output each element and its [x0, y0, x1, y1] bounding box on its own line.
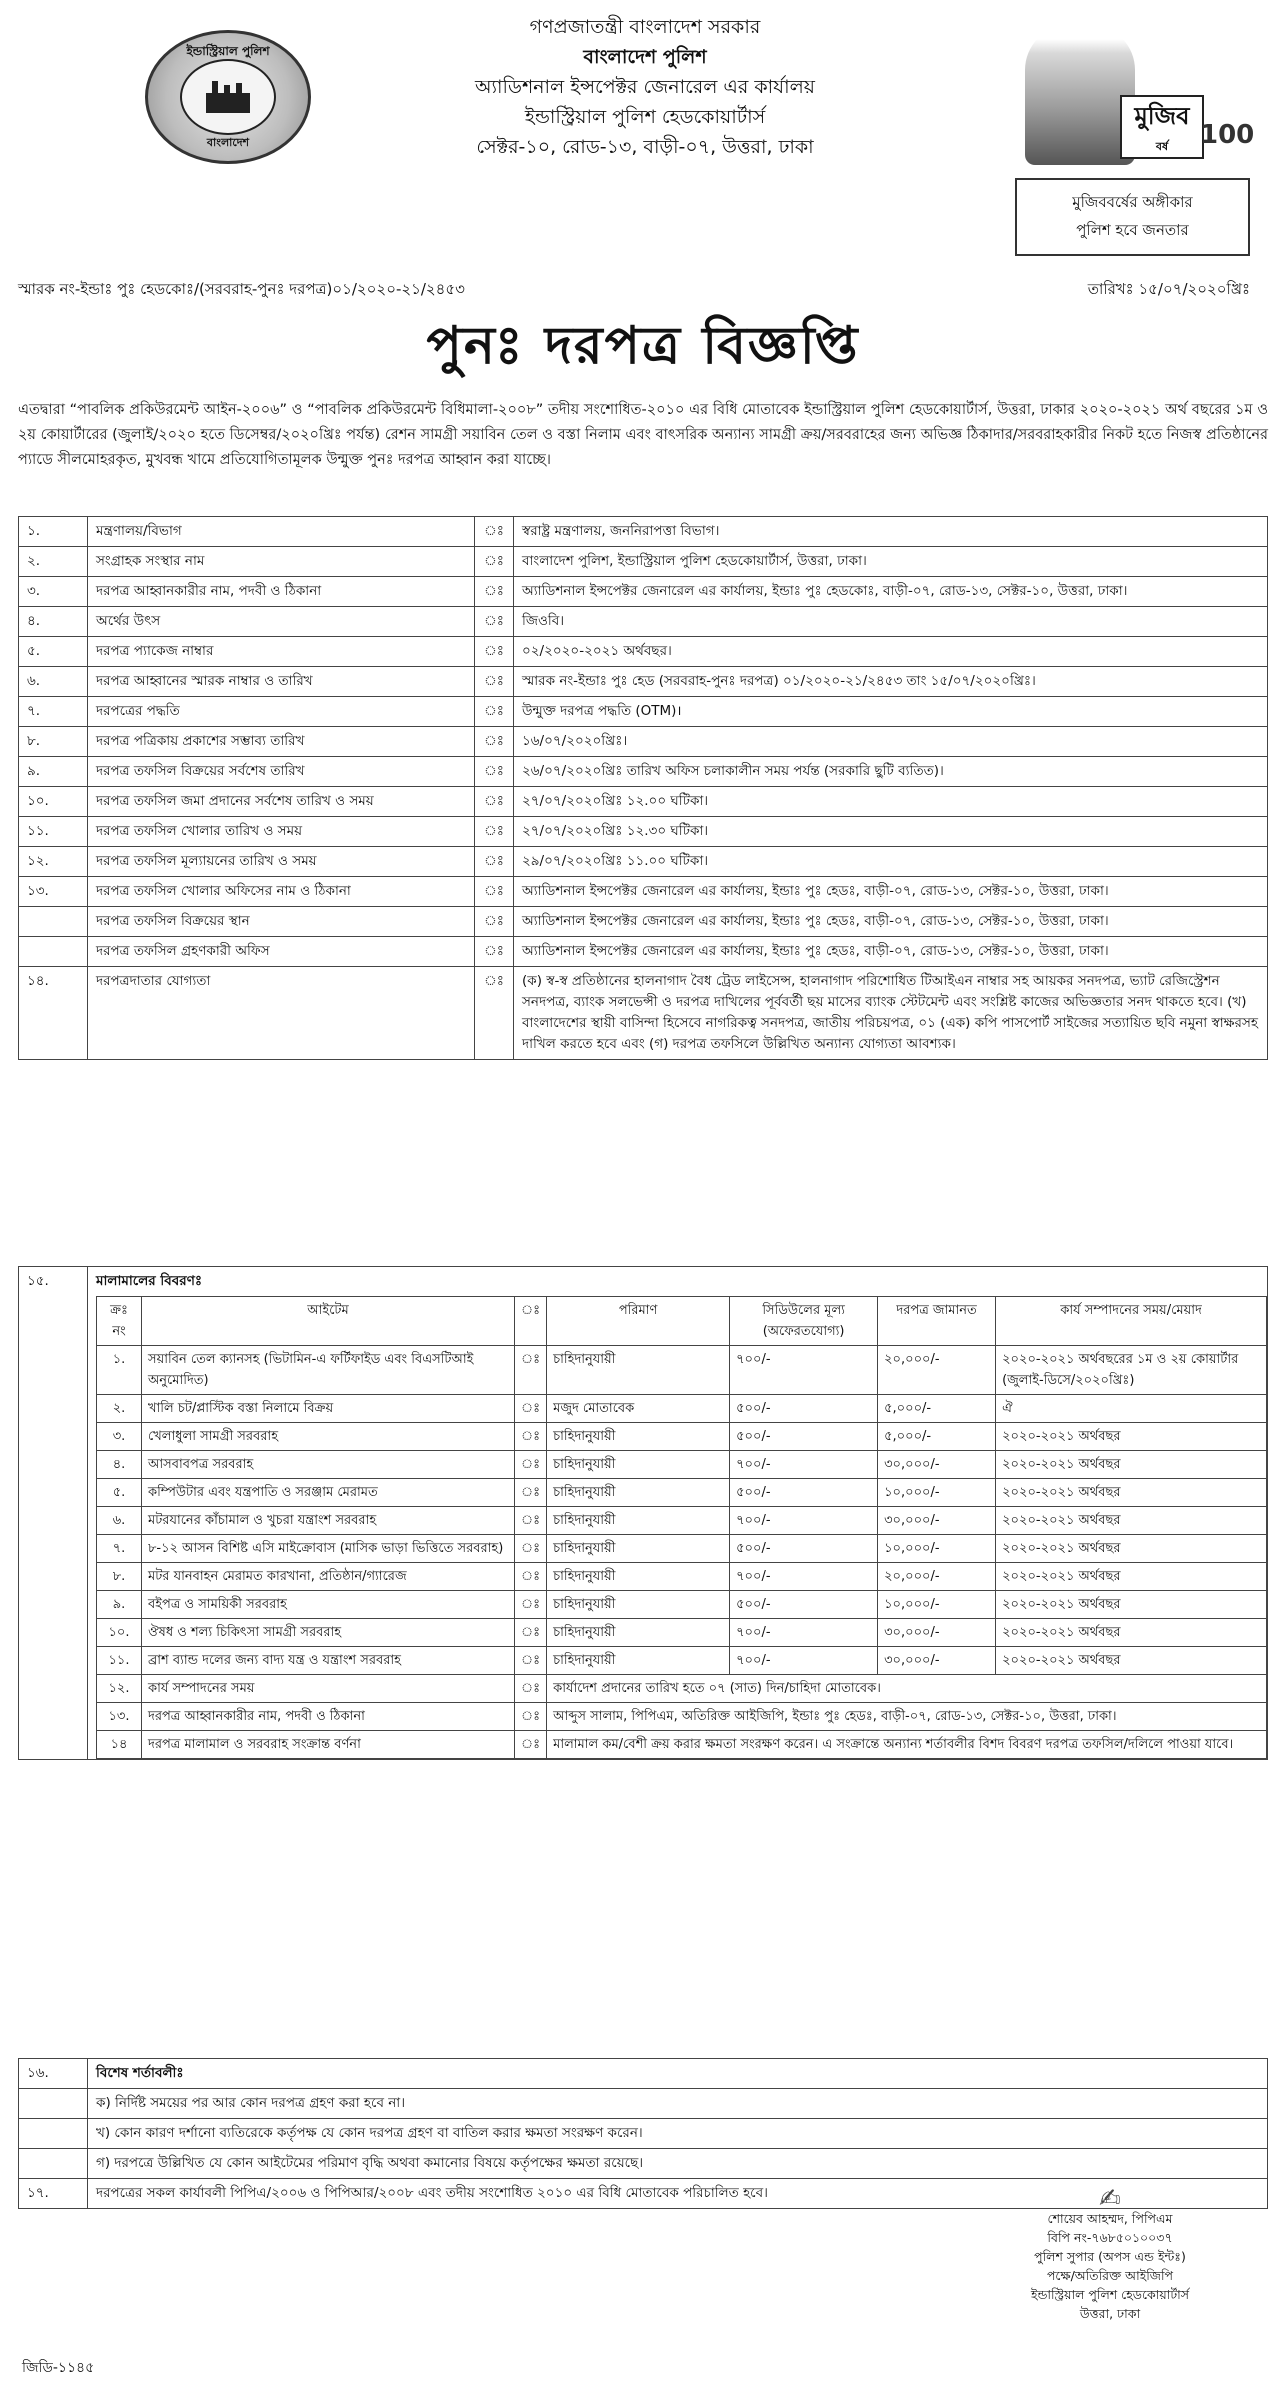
item-price: ৫০০/- — [730, 1423, 878, 1451]
header-titles — [330, 12, 960, 162]
info-colon: ঃ — [475, 547, 514, 577]
extra-sl: ১৩. — [97, 1703, 142, 1731]
info-row — [19, 517, 1268, 547]
office-title: অ্যাডিশনাল ইন্সপেক্টর জেনারেল এর কার্যালয় — [475, 76, 815, 98]
info-label: দরপত্র তফসিল বিক্রয়ের স্থান — [88, 907, 475, 937]
item-security: ৩০,০০০/- — [878, 1619, 996, 1647]
info-colon: ঃ — [475, 517, 514, 547]
item-name: ঔষধ ও শল্য চিকিৎসা সামগ্রী সরবরাহ — [142, 1619, 515, 1647]
item-sl: ৯. — [97, 1591, 142, 1619]
col-item: আইটেম — [142, 1297, 515, 1346]
slogan-box — [1015, 178, 1250, 256]
extra-colon: ঃ — [515, 1703, 547, 1731]
mujib-logo-sub: বর্ষ — [1155, 139, 1169, 153]
info-colon: ঃ — [475, 787, 514, 817]
info-label: দরপত্র তফসিল খোলার অফিসের নাম ও ঠিকানা — [88, 877, 475, 907]
info-value: ২৭/০৭/২০২০খ্রিঃ ১২.০০ ঘটিকা। — [514, 787, 1268, 817]
info-value: বাংলাদেশ পুলিশ, ইন্ডাস্ট্রিয়াল পুলিশ হেডকোয়ার্টার্স, উত্তরা, ঢাকা। — [514, 547, 1268, 577]
info-row — [19, 547, 1268, 577]
item-colon: ঃ — [515, 1423, 547, 1451]
section-17-text: দরপত্রের সকল কার্যাবলী পিপিএ/২০০৬ ও পিপিআর/২০০৮ এবং তদীয় সংশোধিত ২০১০ এর বিধি মোতাবেক পরিচালিত হবে। — [88, 2179, 1268, 2209]
signer-org: ইন্ডাস্ট্রিয়াল পুলিশ হেডকোয়ার্টার্স — [1030, 2287, 1190, 2302]
info-colon: ঃ — [475, 667, 514, 697]
info-label: দরপত্র আহ্বানের স্মারক নাম্বার ও তারিখ — [88, 667, 475, 697]
info-number: ৬. — [19, 667, 88, 697]
item-name: ৮-১২ আসন বিশিষ্ট এসি মাইক্রোবাস (মাসিক ভাড়া ভিত্তিতে সরবরাহ) — [142, 1535, 515, 1563]
goods-row — [97, 1423, 1267, 1451]
condition-b: খ) কোন কারণ দর্শানো ব্যতিরেকে কর্তৃপক্ষ যে কোন দরপত্র গ্রহণ বা বাতিল করার ক্ষমতা সংরক্ষণ করেন। — [88, 2119, 1268, 2149]
item-period: ২০২০-২০২১ অর্থবছর — [996, 1535, 1267, 1563]
info-number: ৭. — [19, 697, 88, 727]
item-colon: ঃ — [515, 1563, 547, 1591]
info-colon: ঃ — [475, 697, 514, 727]
info-number: ৮. — [19, 727, 88, 757]
item-security: ১০,০০০/- — [878, 1591, 996, 1619]
goods-row — [97, 1563, 1267, 1591]
item-price: ৭০০/- — [730, 1346, 878, 1395]
item-sl: ৭. — [97, 1535, 142, 1563]
item-price: ৭০০/- — [730, 1507, 878, 1535]
info-value: ২৭/০৭/২০২০খ্রিঃ ১২.৩০ ঘটিকা। — [514, 817, 1268, 847]
item-qty: চাহিদানুযায়ী — [547, 1479, 730, 1507]
info-label: দরপত্র তফসিল জমা প্রদানের সর্বশেষ তারিখ ও সময় — [88, 787, 475, 817]
info-row — [19, 667, 1268, 697]
info-value: অ্যাডিশনাল ইন্সপেক্টর জেনারেল এর কার্যালয়, ইন্ডাঃ পুঃ হেডঃ, বাড়ী-০৭, রোড-১৩, সেক্টর-১০, উত্তরা, ঢাকা। — [514, 907, 1268, 937]
info-value: অ্যাডিশনাল ইন্সপেক্টর জেনারেল এর কার্যালয়, ইন্ডাঃ পুঃ হেডঃ, বাড়ী-০৭, রোড-১৩, সেক্টর-১০, উত্তরা, ঢাকা। — [514, 937, 1268, 967]
info-row — [19, 727, 1268, 757]
extra-sl: ১২. — [97, 1675, 142, 1703]
section-15-number: ১৫. — [19, 1267, 88, 1760]
item-price: ৫০০/- — [730, 1395, 878, 1423]
item-sl: ৩. — [97, 1423, 142, 1451]
info-row — [19, 967, 1268, 1060]
item-security: ৫,০০০/- — [878, 1423, 996, 1451]
item-name: সয়াবিন তেল ক্যানসহ (ভিটামিন-এ ফর্টিফাইড এবং বিএসটিআই অনুমোদিত) — [142, 1346, 515, 1395]
info-number: ১. — [19, 517, 88, 547]
info-number: ১২. — [19, 847, 88, 877]
item-colon: ঃ — [515, 1647, 547, 1675]
info-value: অ্যাডিশনাল ইন্সপেক্টর জেনারেল এর কার্যালয়, ইন্ডাঃ পুঃ হেডকোঃ, বাড়ী-০৭, রোড-১৩, সেক্টর-১০, উত্তরা, ঢাকা। — [514, 577, 1268, 607]
info-number: ১০. — [19, 787, 88, 817]
section-15-title: মালামালের বিবরণঃ — [88, 1267, 1268, 1297]
item-period: ঐ — [996, 1395, 1267, 1423]
item-price: ৭০০/- — [730, 1647, 878, 1675]
item-qty: মজুদ মোতাবেক — [547, 1395, 730, 1423]
info-row — [19, 937, 1268, 967]
item-period: ২০২০-২০২১ অর্থবছর — [996, 1507, 1267, 1535]
goods-extra-row — [97, 1703, 1267, 1731]
extra-value: আব্দুস সালাম, পিপিএম, অতিরিক্ত আইজিপি, ইন্ডাঃ পুঃ হেডঃ, বাড়ী-০৭, রোড-১৩, সেক্টর-১০, উত্তরা, ঢাকা। — [547, 1703, 1267, 1731]
info-number — [19, 937, 88, 967]
info-colon: ঃ — [475, 607, 514, 637]
info-value: (ক) স্ব-স্ব প্রতিষ্ঠানের হালনাগাদ বৈধ ট্রেড লাইসেন্স, হালনাগাদ পরিশোধিত টিআইএন নাম্বার সহ আয়কর সনদপত্র, ভ্যাট রেজিস্ট্রেশন সনদপত্র, ব্যাংক সলভেন্সী ও দরপত্র দাখিলের পূর্ববর্তী ছয় মাসের ব্যাংক স্টেটমেন্ট এবং সংশ্লিষ্ট কাজের অভিজ্ঞতার সনদ থাকতে হবে। (খ) বাংলাদেশের স্থায়ী বাসিন্দা হিসেবে নাগরিকত্ব সনদপত্র, জাতীয় পরিচয়পত্র, ০১ (এক) কপি পাসপোর্ট সাইজের সত্যায়িত ছবি নমুনা স্বাক্ষরসহ দাখিল করতে হবে এবং (গ) দরপত্র তফসিলে উল্লিখিত অন্যান্য যোগ্যতা আবশ্যক। — [514, 967, 1268, 1060]
industrial-police-logo — [145, 30, 311, 164]
col-colon: ঃ — [515, 1297, 547, 1346]
item-period: ২০২০-২০২১ অর্থবছর — [996, 1451, 1267, 1479]
goods-row — [97, 1591, 1267, 1619]
info-row — [19, 607, 1268, 637]
item-qty: চাহিদানুযায়ী — [547, 1451, 730, 1479]
intro-paragraph: এতদ্বারা “পাবলিক প্রকিউরমেন্ট আইন-২০০৬” ও “পাবলিক প্রকিউরমেন্ট বিধিমালা-২০০৮” তদীয় সংশোধিত-২০১০ এর বিধি মোতাবেক ইন্ডাস্ট্রিয়াল পুলিশ হেডকোয়ার্টার্স, উত্তরা, ঢাকার ২০২০-২০২১ অর্থ বছরের ১ম ও ২য় কোয়ার্টারের (জুলাই/২০২০ হতে ডিসেম্বর/২০২০খ্রিঃ পর্যন্ত) রেশন সামগ্রী সয়াবিন তেল ও বস্তা নিলাম এবং বাৎসরিক অন্যান্য সামগ্রী ক্রয়/সরবরাহের জন্য অভিজ্ঞ ঠিকাদার/সরবরাহকারীর নিকট হতে নিজস্ব প্রতিষ্ঠানের প্যাডে সীলমোহরকৃত, মুখবন্ধ খামে প্রতিযোগিতামূলক উন্মুক্ত পুনঃ দরপত্র আহ্বান করা যাচ্ছে। — [18, 402, 1268, 468]
signer-for: পক্ষে/অতিরিক্ত আইজিপি — [1046, 2268, 1174, 2283]
item-colon: ঃ — [515, 1346, 547, 1395]
extra-label: দরপত্র মালামাল ও সরবরাহ সংক্রান্ত বর্ণনা — [142, 1731, 515, 1759]
item-security: ৩০,০০০/- — [878, 1451, 996, 1479]
info-number: ১৩. — [19, 877, 88, 907]
goods-row — [97, 1535, 1267, 1563]
item-sl: ৫. — [97, 1479, 142, 1507]
logo-top-text: ইন্ডাস্ট্রিয়াল পুলিশ — [186, 44, 270, 58]
hq-title: ইন্ডাস্ট্রিয়াল পুলিশ হেডকোয়ার্টার্স — [524, 106, 766, 128]
info-label: দরপত্রদাতার যোগ্যতা — [88, 967, 475, 1060]
info-colon: ঃ — [475, 937, 514, 967]
signer-id: বিপি নং-৭৬৮৫০১০০৩৭ — [1047, 2230, 1173, 2245]
item-sl: ৪. — [97, 1451, 142, 1479]
memo-date: তারিখঃ ১৫/০৭/২০২০খ্রিঃ — [1087, 280, 1250, 298]
item-qty: চাহিদানুযায়ী — [547, 1591, 730, 1619]
info-value: অ্যাডিশনাল ইন্সপেক্টর জেনারেল এর কার্যালয়, ইন্ডাঃ পুঃ হেডঃ, বাড়ী-০৭, রোড-১৩, সেক্টর-১০, উত্তরা, ঢাকা। — [514, 877, 1268, 907]
goods-row — [97, 1619, 1267, 1647]
item-security: ৩০,০০০/- — [878, 1507, 996, 1535]
item-colon: ঃ — [515, 1395, 547, 1423]
item-name: বইপত্র ও সাময়িকী সরবরাহ — [142, 1591, 515, 1619]
extra-colon: ঃ — [515, 1731, 547, 1759]
goods-extra-row — [97, 1675, 1267, 1703]
info-label: দরপত্র পত্রিকায় প্রকাশের সম্ভাব্য তারিখ — [88, 727, 475, 757]
item-qty: চাহিদানুযায়ী — [547, 1535, 730, 1563]
item-price: ৫০০/- — [730, 1535, 878, 1563]
info-value: ২৯/০৭/২০২০খ্রিঃ ১১.০০ ঘটিকা। — [514, 847, 1268, 877]
signer-name: শোয়েব আহম্মদ, পিপিএম — [1047, 2211, 1173, 2226]
notice-title: পুনঃ দরপত্র বিজ্ঞপ্তি — [426, 316, 860, 376]
info-number: ৩. — [19, 577, 88, 607]
item-name: আসবাবপত্র সরবরাহ — [142, 1451, 515, 1479]
section-17-number: ১৭. — [19, 2179, 88, 2209]
info-label: দরপত্র তফসিল বিক্রয়ের সর্বশেষ তারিখ — [88, 757, 475, 787]
info-colon: ঃ — [475, 847, 514, 877]
info-label: দরপত্র আহ্বানকারীর নাম, পদবী ও ঠিকানা — [88, 577, 475, 607]
info-value: ১৬/০৭/২০২০খ্রিঃ। — [514, 727, 1268, 757]
item-qty: চাহিদানুযায়ী — [547, 1619, 730, 1647]
info-row — [19, 697, 1268, 727]
item-price: ৫০০/- — [730, 1479, 878, 1507]
item-period: ২০২০-২০২১ অর্থবছর — [996, 1423, 1267, 1451]
mujib-year-logo — [1120, 95, 1204, 159]
item-name: মটরযানের কাঁচামাল ও খুচরা যন্ত্রাংশ সরবরাহ — [142, 1507, 515, 1535]
goods-row — [97, 1346, 1267, 1395]
item-name: খেলাধুলা সামগ্রী সরবরাহ — [142, 1423, 515, 1451]
item-name: মটর যানবাহন মেরামত কারখানা, প্রতিষ্ঠান/গ্যারেজ — [142, 1563, 515, 1591]
goods-extra-row — [97, 1731, 1267, 1759]
extra-label: দরপত্র আহ্বানকারীর নাম, পদবী ও ঠিকানা — [142, 1703, 515, 1731]
portrait-image — [1025, 25, 1135, 165]
signature-mark: ✍ — [1099, 2184, 1121, 2214]
item-period: ২০২০-২০২১ অর্থবছর — [996, 1647, 1267, 1675]
item-period: ২০২০-২০২১ অর্থবছর — [996, 1479, 1267, 1507]
item-sl: ১১. — [97, 1647, 142, 1675]
info-number: ৯. — [19, 757, 88, 787]
info-value: ০২/২০২০-২০২১ অর্থবছর। — [514, 637, 1268, 667]
item-price: ৭০০/- — [730, 1451, 878, 1479]
item-name: ব্রাশ ব্যান্ড দলের জন্য বাদ্য যন্ত্র ও যন্ত্রাংশ সরবরাহ — [142, 1647, 515, 1675]
item-colon: ঃ — [515, 1619, 547, 1647]
col-price: সিডিউলের মূল্য (অফেরতযোগ্য) — [730, 1297, 878, 1346]
item-price: ৭০০/- — [730, 1563, 878, 1591]
item-sl: ১০. — [97, 1619, 142, 1647]
info-colon: ঃ — [475, 817, 514, 847]
col-period: কার্য সম্পাদনের সময়/মেয়াদ — [996, 1297, 1267, 1346]
tender-info-table — [18, 516, 1268, 1060]
letterhead — [0, 0, 1286, 240]
gov-title: গণপ্রজাতন্ত্রী বাংলাদেশ সরকার — [529, 16, 761, 38]
info-colon: ঃ — [475, 577, 514, 607]
info-label: দরপত্র তফসিল গ্রহণকারী অফিস — [88, 937, 475, 967]
info-row — [19, 577, 1268, 607]
section-16-title: বিশেষ শর্তাবলীঃ — [88, 2059, 1268, 2089]
info-row — [19, 637, 1268, 667]
item-price: ৭০০/- — [730, 1619, 878, 1647]
info-colon: ঃ — [475, 757, 514, 787]
item-qty: চাহিদানুযায়ী — [547, 1423, 730, 1451]
goods-row — [97, 1395, 1267, 1423]
item-security: ৩০,০০০/- — [878, 1647, 996, 1675]
goods-section — [18, 1266, 1268, 1760]
goods-row — [97, 1507, 1267, 1535]
extra-value: মালামাল কম/বেশী ক্রয় করার ক্ষমতা সংরক্ষণ করেন। এ সংক্রান্তে অন্যান্য শর্তাবলীর বিশদ বিবরণ দরপত্র তফসিল/দলিলে পাওয়া যাবে। — [547, 1731, 1267, 1759]
memo-number: স্মারক নং-ইন্ডাঃ পুঃ হেডকোঃ/(সরবরাহ-পুনঃ দরপত্র)০১/২০২০-২১/২৪৫৩ — [18, 280, 465, 298]
goods-row — [97, 1451, 1267, 1479]
info-value: ২৬/০৭/২০২০খ্রিঃ তারিখ অফিস চলাকালীন সময় পর্যন্ত (সরকারি ছুটি ব্যতিত)। — [514, 757, 1268, 787]
col-security: দরপত্র জামানত — [878, 1297, 996, 1346]
info-colon: ঃ — [475, 967, 514, 1060]
item-period: ২০২০-২০২১ অর্থবছরের ১ম ও ২য় কোয়ার্টার (জুলাই-ডিসে/২০২০খ্রিঃ) — [996, 1346, 1267, 1395]
info-value: স্বরাষ্ট্র মন্ত্রণালয়, জননিরাপত্তা বিভাগ। — [514, 517, 1268, 547]
item-colon: ঃ — [515, 1591, 547, 1619]
info-value: উন্মুক্ত দরপত্র পদ্ধতি (OTM)। — [514, 697, 1268, 727]
item-colon: ঃ — [515, 1479, 547, 1507]
info-value: জিওবি। — [514, 607, 1268, 637]
item-sl: ৬. — [97, 1507, 142, 1535]
item-security: ১০,০০০/- — [878, 1535, 996, 1563]
item-security: ২০,০০০/- — [878, 1563, 996, 1591]
info-row — [19, 847, 1268, 877]
info-label: দরপত্র তফসিল মূল্যায়নের তারিখ ও সময় — [88, 847, 475, 877]
section-16-number: ১৬. — [19, 2059, 88, 2089]
item-qty: চাহিদানুযায়ী — [547, 1647, 730, 1675]
info-label: অর্থের উৎস — [88, 607, 475, 637]
slogan-line-1: মুজিববর্ষের অঙ্গীকার — [1072, 193, 1193, 211]
item-qty: চাহিদানুযায়ী — [547, 1563, 730, 1591]
condition-c: গ) দরপত্রে উল্লিখিত যে কোন আইটেমের পরিমাণ বৃদ্ধি অথবা কমানোর বিষয়ে কর্তৃপক্ষের ক্ষমতা রয়েছে। — [88, 2149, 1268, 2179]
info-colon: ঃ — [475, 877, 514, 907]
item-sl: ২. — [97, 1395, 142, 1423]
info-label: দরপত্র প্যাকেজ নাম্বার — [88, 637, 475, 667]
item-period: ২০২০-২০২১ অর্থবছর — [996, 1619, 1267, 1647]
info-colon: ঃ — [475, 727, 514, 757]
info-number — [19, 907, 88, 937]
item-period: ২০২০-২০২১ অর্থবছর — [996, 1563, 1267, 1591]
mujib-100: 100 — [1200, 120, 1255, 150]
extra-value: কার্যাদেশ প্রদানের তারিখ হতে ০৭ (সাত) দিন/চাহিদা মোতাবেক। — [547, 1675, 1267, 1703]
info-row — [19, 877, 1268, 907]
col-sl: ক্রঃ নং — [97, 1297, 142, 1346]
info-row — [19, 757, 1268, 787]
extra-colon: ঃ — [515, 1675, 547, 1703]
goods-table — [96, 1296, 1267, 1759]
col-qty: পরিমাণ — [547, 1297, 730, 1346]
item-security: ২০,০০০/- — [878, 1346, 996, 1395]
item-price: ৫০০/- — [730, 1591, 878, 1619]
item-name: কম্পিউটার এবং যন্ত্রপাতি ও সরঞ্জাম মেরামত — [142, 1479, 515, 1507]
item-sl: ১. — [97, 1346, 142, 1395]
item-name: খালি চট/প্লাস্টিক বস্তা নিলামে বিক্রয় — [142, 1395, 515, 1423]
ref-code: জিডি-১১৪৫ — [22, 2360, 95, 2376]
info-number: ৪. — [19, 607, 88, 637]
address-line: সেক্টর-১০, রোড-১৩, বাড়ী-০৭, উত্তরা, ঢাকা — [476, 136, 814, 158]
condition-a: ক) নির্দিষ্ট সময়ের পর আর কোন দরপত্র গ্রহণ করা হবে না। — [88, 2089, 1268, 2119]
extra-sl: ১৪ — [97, 1731, 142, 1759]
info-row — [19, 787, 1268, 817]
info-number: ৫. — [19, 637, 88, 667]
goods-row — [97, 1479, 1267, 1507]
item-security: ১০,০০০/- — [878, 1479, 996, 1507]
item-qty: চাহিদানুযায়ী — [547, 1507, 730, 1535]
logo-bottom-text: বাংলাদেশ — [206, 136, 250, 149]
info-number: ২. — [19, 547, 88, 577]
info-label: দরপত্রের পদ্ধতি — [88, 697, 475, 727]
item-period: ২০২০-২০২১ অর্থবছর — [996, 1591, 1267, 1619]
item-colon: ঃ — [515, 1535, 547, 1563]
item-qty: চাহিদানুযায়ী — [547, 1346, 730, 1395]
info-row — [19, 817, 1268, 847]
extra-label: কার্য সম্পাদনের সময় — [142, 1675, 515, 1703]
item-sl: ৮. — [97, 1563, 142, 1591]
factory-icon — [180, 59, 276, 135]
special-conditions — [18, 2058, 1268, 2214]
slogan-line-2: পুলিশ হবে জনতার — [1076, 221, 1189, 239]
info-label: দরপত্র তফসিল খোলার তারিখ ও সময় — [88, 817, 475, 847]
police-title: বাংলাদেশ পুলিশ — [583, 46, 707, 68]
signer-rank: পুলিশ সুপার (অপস এন্ড ইন্টঃ) — [1034, 2249, 1186, 2264]
item-colon: ঃ — [515, 1507, 547, 1535]
goods-row — [97, 1647, 1267, 1675]
info-value: স্মারক নং-ইন্ডাঃ পুঃ হেড (সরবরাহ-পুনঃ দরপত্র) ০১/২০২০-২১/২৪৫৩ তাং ১৫/০৭/২০২০খ্রিঃ। — [514, 667, 1268, 697]
info-colon: ঃ — [475, 907, 514, 937]
info-colon: ঃ — [475, 637, 514, 667]
info-number: ১১. — [19, 817, 88, 847]
signer-place: উত্তরা, ঢাকা — [1079, 2306, 1141, 2321]
info-row — [19, 907, 1268, 937]
info-label: সংগ্রাহক সংস্থার নাম — [88, 547, 475, 577]
mujib-logo-text: মুজিব — [1134, 101, 1190, 130]
item-colon: ঃ — [515, 1451, 547, 1479]
info-label: মন্ত্রণালয়/বিভাগ — [88, 517, 475, 547]
signature-block — [960, 2184, 1260, 2323]
item-security: ৫,০০০/- — [878, 1395, 996, 1423]
info-number: ১৪. — [19, 967, 88, 1060]
